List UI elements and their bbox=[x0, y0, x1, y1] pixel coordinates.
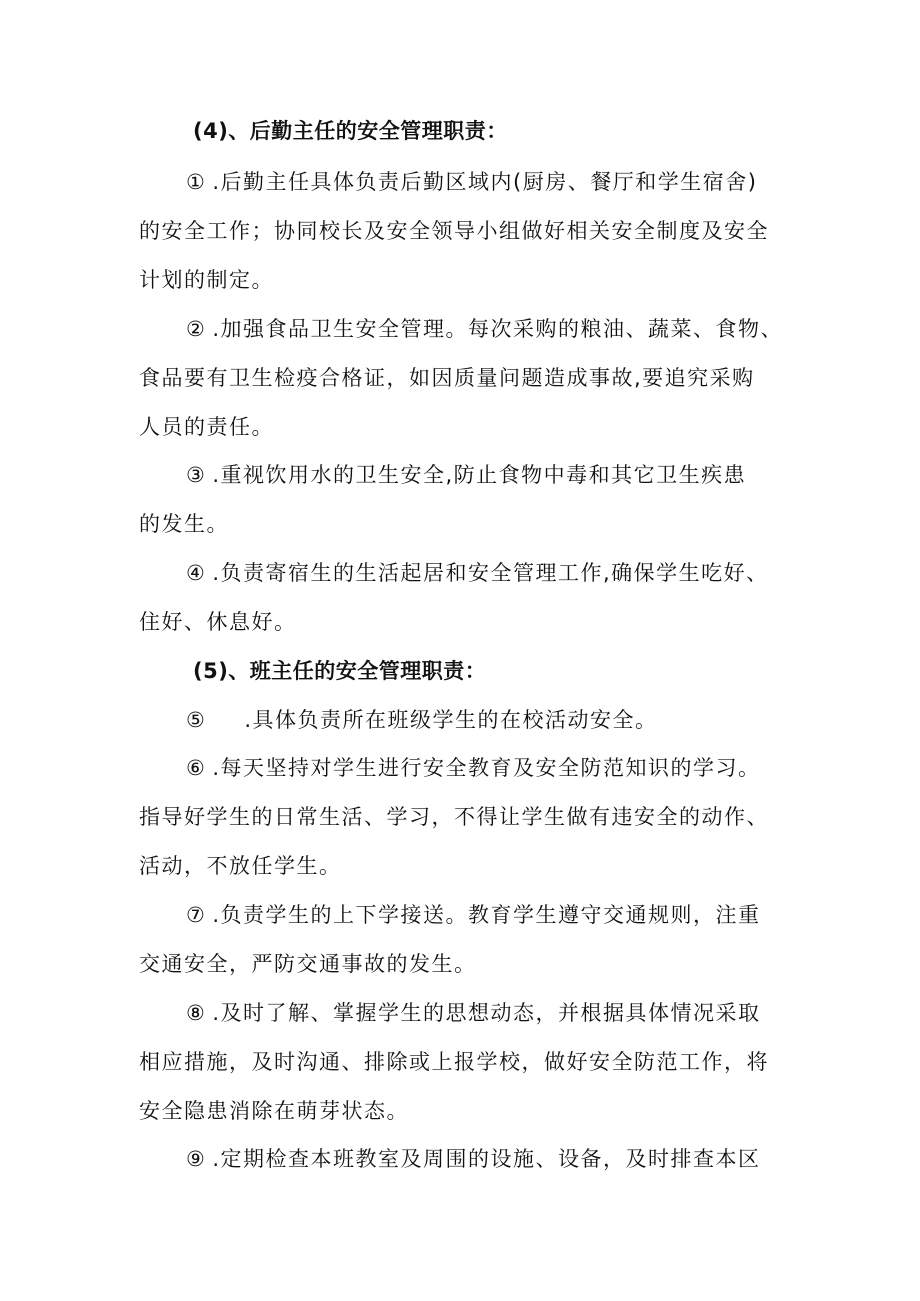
item-6-line-1 bbox=[0, 753, 920, 783]
item-3-line-2: 的发生。 bbox=[139, 512, 229, 536]
item-7-line-2: 交通安全，严防交通事故的发生。 bbox=[139, 952, 477, 976]
item-8-text: .及时了解、掌握学生的思想动态，并根据具体情况采取 bbox=[212, 1001, 761, 1025]
item-9-text: .定期检查本班教室及周围的设施、设备，及时排查本区 bbox=[212, 1147, 761, 1171]
item-4-line-1 bbox=[0, 558, 920, 588]
item-1-text: .后勤主任具体负责后勤区域内(厨房、餐厅和学生宿舍) bbox=[212, 170, 758, 194]
item-8-number: ⑧ bbox=[186, 1001, 207, 1025]
item-9-number: ⑨ bbox=[186, 1147, 207, 1171]
item-7-line-1 bbox=[0, 900, 920, 930]
item-7-text: .负责学生的上下学接送。教育学生遵守交通规则，注重 bbox=[212, 903, 761, 927]
section-4-heading: (4)、后勤主任的安全管理职责： bbox=[193, 119, 508, 143]
item-2-line-3: 人员的责任。 bbox=[139, 415, 274, 439]
item-6-number: ⑥ bbox=[186, 756, 207, 780]
item-8-line-2: 相应措施，及时沟通、排除或上报学校，做好安全防范工作，将 bbox=[139, 1050, 769, 1074]
item-8-line-3: 安全隐患消除在萌芽状态。 bbox=[139, 1099, 409, 1123]
item-5-number: ⑤ bbox=[186, 708, 207, 732]
item-8-line-1 bbox=[0, 998, 920, 1028]
item-1-number: ① bbox=[186, 170, 207, 194]
item-1-line-1 bbox=[0, 167, 920, 197]
item-6-text: .每天坚持对学生进行安全教育及安全防范知识的学习。 bbox=[212, 756, 761, 780]
item-2-number: ② bbox=[186, 317, 207, 341]
item-9-line-1 bbox=[0, 1144, 920, 1174]
item-3-number: ③ bbox=[186, 463, 207, 487]
section-5-heading: (5)、班主任的安全管理职责： bbox=[193, 659, 487, 683]
item-5-text: .具体负责所在班级学生的在校活动安全。 bbox=[244, 708, 658, 732]
item-4-line-2: 住好、休息好。 bbox=[139, 610, 297, 634]
item-6-line-3: 活动，不放任学生。 bbox=[139, 854, 342, 878]
item-4-number: ④ bbox=[186, 561, 207, 585]
item-3-line-1 bbox=[0, 460, 920, 490]
item-6-line-2: 指导好学生的日常生活、学习，不得让学生做有违安全的动作、 bbox=[139, 805, 769, 829]
item-1-line-2: 的安全工作；协同校长及安全领导小组做好相关安全制度及安全 bbox=[139, 219, 769, 243]
item-3-text: .重视饮用水的卫生安全,防止食物中毒和其它卫生疾患 bbox=[212, 463, 747, 487]
item-2-line-2: 食品要有卫生检疫合格证，如因质量问题造成事故,要追究采购 bbox=[139, 366, 755, 390]
item-4-text: .负责寄宿生的生活起居和安全管理工作,确保学生吃好、 bbox=[212, 561, 769, 585]
item-5-line-1 bbox=[0, 705, 920, 735]
item-2-text: .加强食品卫生安全管理。每次采购的粮油、蔬菜、食物、 bbox=[212, 317, 784, 341]
item-2-line-1 bbox=[0, 314, 920, 344]
item-1-line-3: 计划的制定。 bbox=[139, 268, 274, 292]
item-7-number: ⑦ bbox=[186, 903, 207, 927]
